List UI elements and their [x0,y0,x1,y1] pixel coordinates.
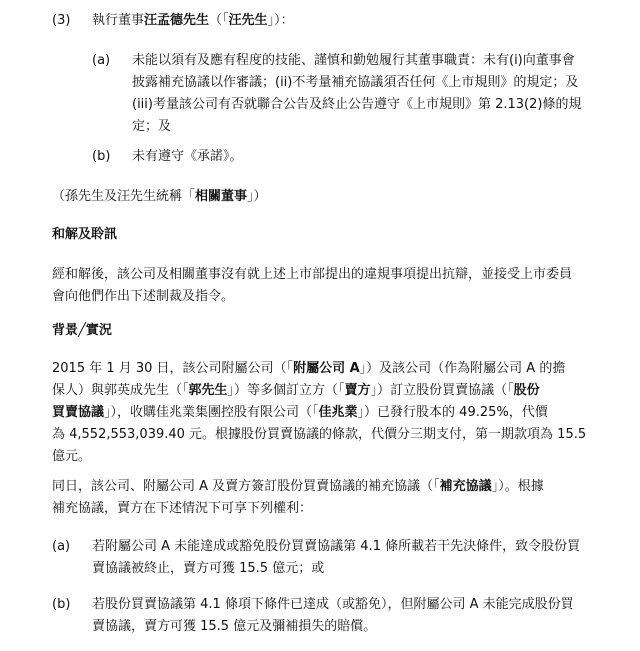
background-p2-text: 同日，該公司、附屬公司 A 及賣方簽訂股份買賣協議的補充協議（「補充協議」）。根據 補充協議，賣方在下述情況下可享下列權利： [52,479,544,516]
background-item-a-label: (a) [52,539,71,554]
item-3b-text: 未有遵守《承諾》。 [132,149,243,164]
note-text: （孫先生及汪先生統稱「相關董事」） [52,189,267,204]
background-item-b-label: (b) [52,597,71,612]
item-3b-label: (b) [92,149,111,164]
item-3a-text: 未能以須有及應有程度的技能、謹慎和勤勉履行其董事職責：未有(i)向董事會 披露補充協議以作審議；(ii)不考量補充協議須否任何《上市規則》的規定；及 (iii)考量該公司有否就聯合公告及終止公告遵守《上市規則》第 2.13(2)條的規 定；及 [132,53,582,134]
background-item-b-text: 若股份買賣協議第 4.1 條項下條件已達成（或豁免），但附屬公司 A 未能完成股份買 賣協議，賣方可獲 15.5 億元及彌補損失的賠償。 [92,597,574,634]
settlement-text: 經和解後，該公司及相關董事沒有就上述上市部提出的違規事項提出抗辯，並接受上市委員 會向他們作出下述制裁及指令。 [52,267,573,304]
background-item-a-text: 若附屬公司 A 未能達成或豁免股份買賣協議第 4.1 條所載若干先決條件，致令股份買 賣協議被終止，賣方可獲 15.5 億元；或 [92,539,581,576]
item-3a-label: (a) [92,53,111,68]
background-heading: 背景╱實況 [52,323,112,338]
item-3-label: (3) [52,13,71,28]
settlement-heading: 和解及聆訊 [52,227,118,242]
item-3-title: 執行董事汪孟德先生（「汪先生」）： [92,13,294,28]
background-p1-text: 2015 年 1 月 30 日，該公司附屬公司（「附屬公司 A」）及該公司（作為附屬公司 A 的擔 保人）與郭英成先生（「郭先生」）等多個訂立方（「賣方」）訂立股份買賣協議（「股份 買賣協議」），收購佳兆業集團控股有限公司（「佳兆業」）已發行股本的 49.25%，代價 為 4,552,553,039.40 元。根據股份買賣協議的條款，代價分三期支付，第一期款項為 15.5 億元。 [52,361,587,464]
